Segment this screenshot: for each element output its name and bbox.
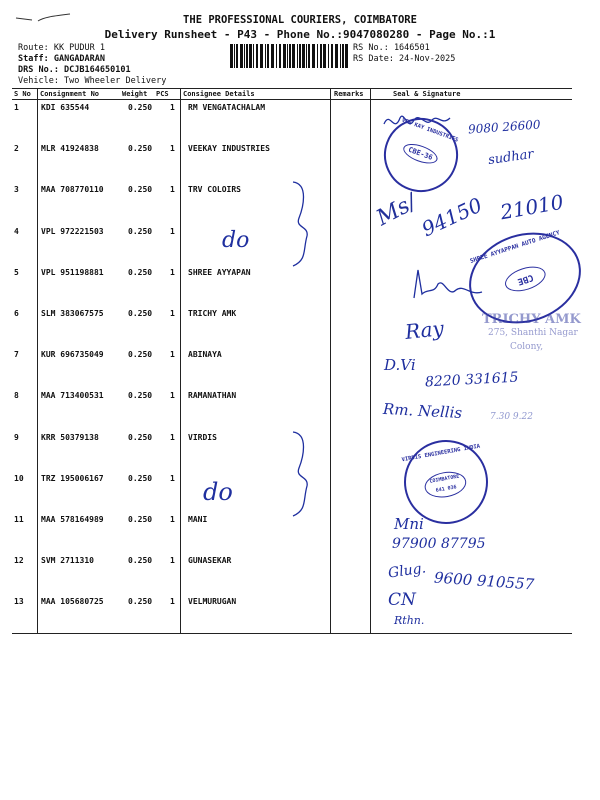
row-consignment-no: KRR 50379138	[41, 433, 99, 442]
col-consignment: Consignment No	[40, 90, 100, 98]
row-pcs: 1	[170, 556, 175, 565]
signature-6: Ray	[403, 316, 445, 344]
barcode-bar	[236, 44, 238, 68]
signature-13b: Rthn.	[394, 614, 425, 627]
barcode-bar	[320, 44, 322, 68]
row-sno: 4	[14, 227, 19, 236]
barcode-bar	[335, 44, 338, 68]
row-consignee: RAMANATHAN	[188, 391, 237, 400]
barcode-bar	[240, 44, 243, 68]
row-consignment-no: MLR 41924838	[41, 144, 99, 153]
phone-handwritten: 9600 910557	[433, 568, 535, 594]
rs-number: RS No.: 1646501	[353, 43, 430, 53]
row-pcs: 1	[170, 433, 175, 442]
row-pcs: 1	[170, 391, 175, 400]
barcode-bar	[342, 44, 344, 68]
row-consignment-no: MAA 713400531	[41, 391, 104, 400]
row-sno: 12	[14, 556, 24, 565]
signature-12: Glug.	[387, 560, 428, 582]
row-weight: 0.250	[128, 268, 153, 277]
stamp-text: VEE KAY INDUSTRIES	[400, 117, 459, 144]
row-weight: 0.250	[128, 185, 153, 194]
row-consignment-no: VPL 951198881	[41, 268, 104, 277]
barcode-bar	[308, 44, 310, 68]
row-weight: 0.250	[128, 227, 153, 236]
barcode-bar	[306, 44, 307, 68]
row-consignee: VIRDIS	[188, 433, 217, 442]
phone-handwritten: 8220 331615	[424, 369, 519, 391]
row-pcs: 1	[170, 350, 175, 359]
signature-2: sudhar	[487, 146, 535, 169]
row-sno: 3	[14, 185, 19, 194]
phone-handwritten: 97900 87795	[392, 536, 486, 552]
company-title: THE PROFESSIONAL COURIERS, COIMBATORE	[183, 14, 417, 26]
trichy-stamp-line: 275, Shanthi Nagar	[488, 328, 578, 338]
staff-label: Staff:	[18, 54, 49, 64]
row-consignment-no: TRZ 195006167	[41, 474, 104, 483]
col-sno: S No	[14, 90, 31, 98]
row-consignment-no: SLM 383067575	[41, 309, 104, 318]
stamp-text: SHREE AYYAPPAN AUTO AGENCY	[469, 229, 561, 265]
scribble-mark	[14, 8, 74, 28]
row-weight: 0.250	[128, 350, 153, 359]
row-weight: 0.250	[128, 391, 153, 400]
barcode-bar	[253, 44, 254, 68]
table-header-border	[12, 99, 572, 100]
row-pcs: 1	[170, 144, 175, 153]
row-consignment-no: KDI 635544	[41, 103, 90, 112]
row-pcs: 1	[170, 474, 175, 483]
row-consignment-no: MAA 578164989	[41, 515, 104, 524]
row-consignee: MANI	[188, 515, 208, 524]
barcode-bar	[265, 44, 266, 68]
barcode-bar	[317, 44, 318, 68]
row-consignment-no: MAA 708770110	[41, 185, 104, 194]
stamp-code: CBE	[502, 262, 549, 296]
barcode-bar	[331, 44, 333, 68]
table-row	[0, 515, 600, 553]
row-weight: 0.250	[128, 433, 153, 442]
row-consignment-no: VPL 972221503	[41, 227, 104, 236]
row-consignee: ABINAYA	[188, 350, 222, 359]
row-consignee: TRICHY AMK	[188, 309, 237, 318]
barcode-bar	[276, 44, 277, 68]
barcode-bar	[230, 44, 233, 68]
table-top-border	[12, 88, 572, 89]
signature-11: Mni	[394, 515, 424, 533]
barcode-bar	[256, 44, 258, 68]
row-weight: 0.250	[128, 597, 153, 606]
table-row	[0, 597, 600, 635]
faint-text: 7.30 9.22	[490, 412, 533, 422]
col-pcs: PCS	[156, 90, 169, 98]
barcode	[230, 44, 348, 68]
barcode-bar	[340, 44, 341, 68]
row-consignee: VELMURUGAN	[188, 597, 237, 606]
barcode-bar	[246, 44, 248, 68]
row-pcs: 1	[170, 268, 175, 277]
barcode-bar	[234, 44, 235, 68]
barcode-bar	[289, 44, 291, 68]
vehicle-info: Vehicle: Two Wheeler Delivery	[18, 76, 167, 86]
signature-7: D.Vi	[384, 356, 416, 374]
row-weight: 0.250	[128, 144, 153, 153]
staff-info	[18, 54, 105, 65]
row-sno: 2	[14, 144, 19, 153]
row-pcs: 1	[170, 227, 175, 236]
barcode-bar	[279, 44, 281, 68]
barcode-bar	[323, 44, 326, 68]
barcode-bar	[260, 44, 263, 68]
rs-date: RS Date: 24-Nov-2025	[353, 54, 456, 64]
barcode-bar	[299, 44, 301, 68]
barcode-bar	[249, 44, 252, 68]
trichy-stamp-line: TRICHY AMK	[482, 312, 581, 327]
handwritten-number: 94150	[417, 192, 486, 242]
row-consignment-no: SVM 2711310	[41, 556, 94, 565]
ditto-mark: do	[203, 478, 233, 506]
row-weight: 0.250	[128, 309, 153, 318]
col-remarks: Remarks	[334, 90, 364, 98]
handwritten-number: 21010	[498, 189, 566, 225]
row-sno: 13	[14, 597, 24, 606]
barcode-bar	[287, 44, 288, 68]
barcode-bar	[312, 44, 315, 68]
row-pcs: 1	[170, 597, 175, 606]
barcode-bar	[267, 44, 269, 68]
row-weight: 0.250	[128, 103, 153, 112]
row-weight: 0.250	[128, 515, 153, 524]
ditto-mark: do	[222, 228, 250, 253]
drs-info: DRS No.: DCJB164650101	[18, 65, 131, 75]
barcode-bar	[297, 44, 298, 68]
row-sno: 8	[14, 391, 19, 400]
barcode-bar	[328, 44, 329, 68]
row-sno: 5	[14, 268, 19, 277]
barcode-bar	[283, 44, 286, 68]
signature-3: Ms/	[372, 189, 421, 232]
brace-mark	[285, 428, 325, 518]
row-sno: 7	[14, 350, 19, 359]
row-sno: 9	[14, 433, 19, 442]
row-weight: 0.250	[128, 556, 153, 565]
row-consignee: RM VENGATACHALAM	[188, 103, 266, 112]
col-consignee: Consignee Details	[183, 90, 255, 98]
col-seal-signature: Seal & Signature	[393, 90, 461, 98]
row-consignee: GUNASEKAR	[188, 556, 232, 565]
signature-13: CN	[388, 590, 416, 610]
row-consignee: TRV COLOIRS	[188, 185, 241, 194]
row-pcs: 1	[170, 515, 175, 524]
stamp-code: CBE-36	[401, 140, 440, 167]
row-pcs: 1	[170, 309, 175, 318]
trichy-stamp-line: Colony,	[510, 342, 544, 352]
row-sno: 10	[14, 474, 24, 483]
barcode-bar	[345, 44, 348, 68]
row-consignee: VEEKAY INDUSTRIES	[188, 144, 270, 153]
table-row	[0, 391, 600, 429]
stamp-code: COIMBATORE 641 036	[423, 469, 469, 501]
staff-value: GANGADARAN	[53, 54, 106, 64]
signature-5	[408, 264, 488, 304]
brace-mark	[285, 178, 325, 268]
signature-8: Rm. Nellis	[382, 399, 463, 423]
row-sno: 1	[14, 103, 19, 112]
row-consignment-no: KUR 696735049	[41, 350, 104, 359]
row-consignment-no: MAA 105680725	[41, 597, 104, 606]
runsheet-subtitle: Delivery Runsheet - P43 - Phone No.:9047080280 - Page No.:1	[104, 28, 496, 41]
row-weight: 0.250	[128, 474, 153, 483]
col-weight: Weight	[122, 90, 148, 98]
stamp-text: VIRDIS ENGINEERING INDIA	[401, 443, 481, 464]
route-info: Route: KK PUDUR 1	[18, 43, 105, 53]
barcode-bar	[271, 44, 274, 68]
row-sno: 11	[14, 515, 24, 524]
barcode-bar	[292, 44, 295, 68]
row-consignee: SHREE AYYAPAN	[188, 268, 251, 277]
row-sno: 6	[14, 309, 19, 318]
phone-handwritten: 9080 26600	[467, 117, 541, 137]
barcode-bar	[302, 44, 305, 68]
row-pcs: 1	[170, 185, 175, 194]
row-pcs: 1	[170, 103, 175, 112]
barcode-bar	[244, 44, 245, 68]
